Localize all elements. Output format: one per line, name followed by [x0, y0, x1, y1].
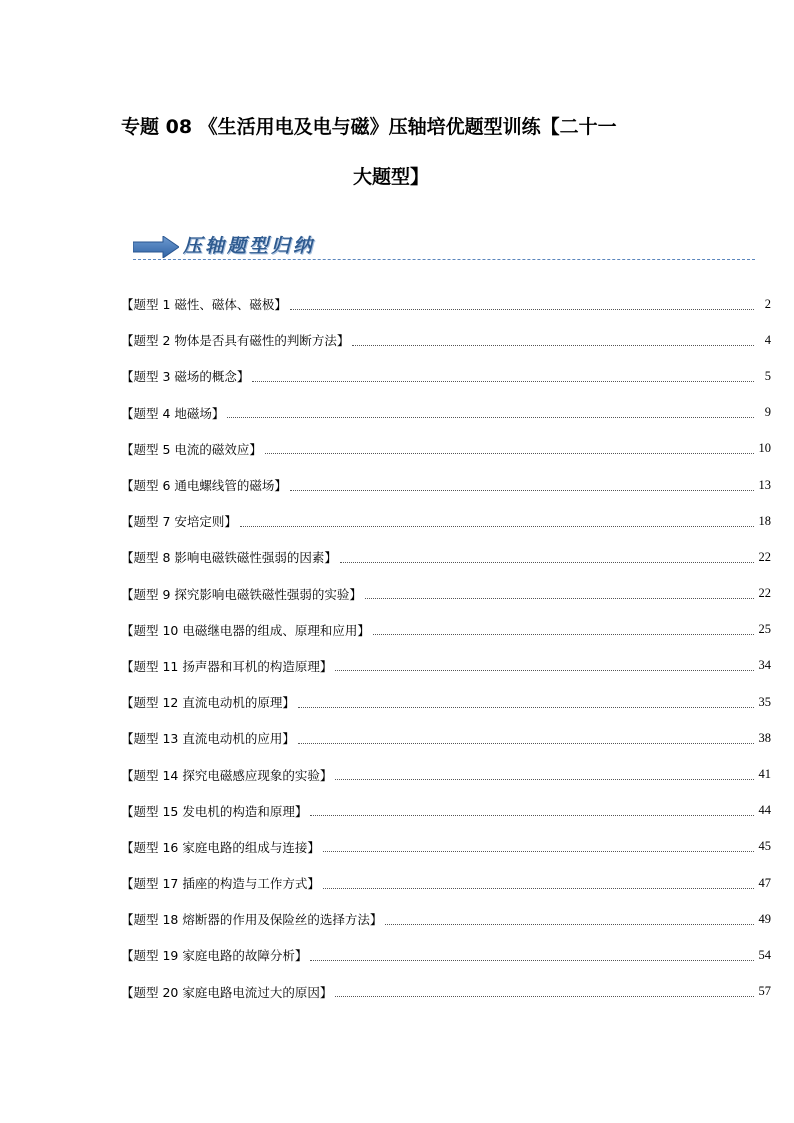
toc-leader-dots — [335, 656, 754, 671]
toc-entry[interactable] — [121, 901, 771, 937]
toc-entry[interactable] — [121, 865, 771, 901]
toc-entry-page: 41 — [758, 767, 771, 782]
title-line-2: 大题型】 — [353, 166, 430, 188]
toc-leader-dots — [323, 837, 754, 852]
title-line-1: 专题 08 《生活用电及电与磁》压轴培优题型训练【二十一 — [121, 116, 617, 138]
toc-entry[interactable] — [121, 395, 771, 431]
toc-entry-label: 【题型 14 探究电磁感应现象的实验】 — [121, 767, 333, 783]
toc-entry[interactable] — [121, 322, 771, 358]
toc-entry-page: 57 — [758, 984, 771, 999]
toc-leader-dots — [310, 801, 754, 816]
toc-leader-dots — [290, 476, 754, 491]
toc-entry-label: 【题型 10 电磁继电器的组成、原理和应用】 — [121, 622, 370, 638]
toc-entry-page: 18 — [758, 513, 771, 528]
toc-entry[interactable] — [121, 684, 771, 720]
toc-leader-dots — [335, 982, 754, 997]
toc-entry-label: 【题型 17 插座的构造与工作方式】 — [121, 876, 320, 892]
toc-entry-page: 54 — [758, 947, 771, 962]
toc-entry-label: 【题型 9 探究影响电磁铁磁性强弱的实验】 — [121, 586, 362, 602]
toc-entry[interactable] — [121, 358, 771, 394]
table-of-contents — [121, 286, 771, 1010]
toc-entry-page: 13 — [758, 477, 771, 492]
toc-entry[interactable] — [121, 431, 771, 467]
toc-entry-label: 【题型 11 扬声器和耳机的构造原理】 — [121, 658, 333, 674]
toc-leader-dots — [340, 548, 754, 563]
toc-entry[interactable] — [121, 756, 771, 792]
toc-entry[interactable] — [121, 793, 771, 829]
toc-leader-dots — [385, 910, 754, 925]
toc-entry-label: 【题型 2 物体是否具有磁性的判断方法】 — [121, 333, 350, 349]
toc-entry[interactable] — [121, 720, 771, 756]
toc-entry-page: 2 — [764, 296, 771, 311]
toc-entry[interactable] — [121, 576, 771, 612]
toc-entry-label: 【题型 5 电流的磁效应】 — [121, 441, 262, 457]
toc-entry-page: 45 — [758, 839, 771, 854]
toc-leader-dots — [352, 331, 754, 346]
toc-entry-label: 【题型 1 磁性、磁体、磁极】 — [121, 297, 287, 313]
toc-leader-dots — [265, 439, 754, 454]
toc-entry-label: 【题型 15 发电机的构造和原理】 — [121, 803, 308, 819]
section-divider — [133, 259, 755, 260]
toc-entry-page: 34 — [758, 658, 771, 673]
section-header — [133, 232, 755, 264]
toc-entry-label: 【题型 20 家庭电路电流过大的原因】 — [121, 984, 333, 1000]
toc-leader-dots — [365, 584, 754, 599]
toc-entry-label: 【题型 12 直流电动机的原理】 — [121, 695, 295, 711]
right-arrow-icon — [133, 236, 179, 258]
toc-entry-page: 9 — [764, 405, 771, 420]
toc-entry[interactable] — [121, 467, 771, 503]
toc-entry-label: 【题型 8 影响电磁铁磁性强弱的因素】 — [121, 550, 337, 566]
toc-entry[interactable] — [121, 286, 771, 322]
toc-entry-page: 22 — [758, 586, 771, 601]
toc-entry-page: 10 — [758, 441, 771, 456]
toc-entry[interactable] — [121, 937, 771, 973]
toc-entry-page: 25 — [758, 622, 771, 637]
toc-entry-label: 【题型 13 直流电动机的应用】 — [121, 731, 295, 747]
toc-entry-page: 5 — [764, 368, 771, 383]
section-title: 压轴题型归纳 — [183, 235, 316, 257]
toc-leader-dots — [373, 620, 754, 635]
toc-leader-dots — [290, 295, 754, 310]
toc-entry-page: 35 — [758, 694, 771, 709]
toc-entry-label: 【题型 19 家庭电路的故障分析】 — [121, 948, 308, 964]
toc-leader-dots — [298, 693, 754, 708]
toc-entry-label: 【题型 4 地磁场】 — [121, 405, 225, 421]
toc-entry-page: 4 — [764, 332, 771, 347]
toc-entry-page: 47 — [758, 875, 771, 890]
toc-entry-page: 38 — [758, 730, 771, 745]
toc-entry-label: 【题型 6 通电螺线管的磁场】 — [121, 478, 287, 494]
toc-entry-label: 【题型 18 熔断器的作用及保险丝的选择方法】 — [121, 912, 383, 928]
toc-entry-label: 【题型 7 安培定则】 — [121, 514, 237, 530]
toc-leader-dots — [310, 946, 754, 961]
toc-entry[interactable] — [121, 974, 771, 1010]
toc-entry[interactable] — [121, 648, 771, 684]
toc-leader-dots — [252, 367, 754, 382]
toc-leader-dots — [323, 874, 754, 889]
toc-leader-dots — [240, 512, 754, 527]
toc-entry-page: 22 — [758, 549, 771, 564]
toc-entry-label: 【题型 3 磁场的概念】 — [121, 369, 250, 385]
toc-leader-dots — [227, 403, 754, 418]
toc-entry[interactable] — [121, 539, 771, 575]
toc-entry-page: 49 — [758, 911, 771, 926]
toc-entry[interactable] — [121, 829, 771, 865]
toc-leader-dots — [298, 729, 754, 744]
toc-entry[interactable] — [121, 503, 771, 539]
toc-entry[interactable] — [121, 612, 771, 648]
toc-entry-label: 【题型 16 家庭电路的组成与连接】 — [121, 839, 320, 855]
toc-leader-dots — [335, 765, 754, 780]
toc-entry-page: 44 — [758, 803, 771, 818]
